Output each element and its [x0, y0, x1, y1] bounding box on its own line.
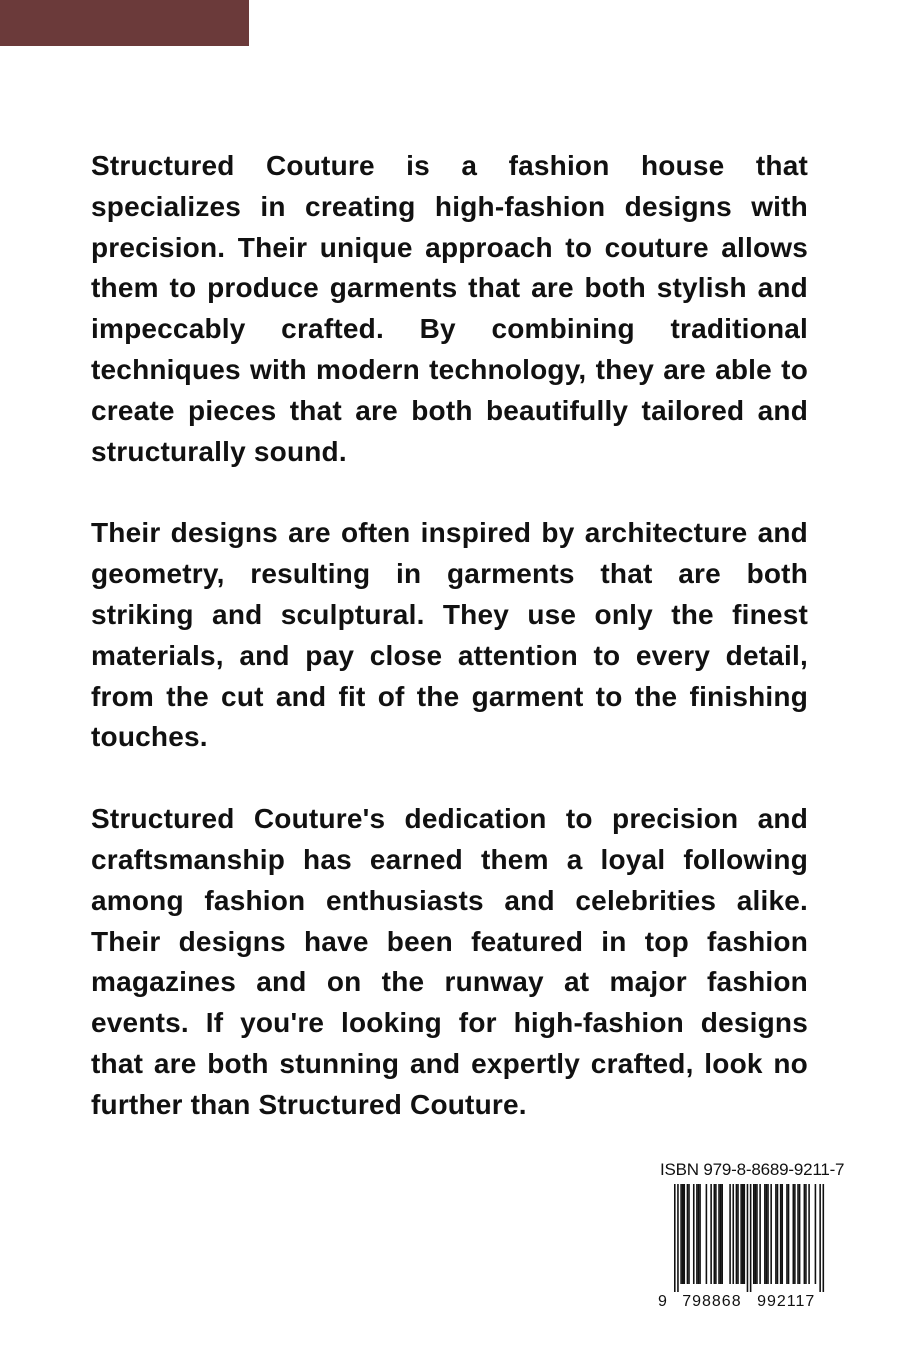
barcode-bar — [714, 1184, 716, 1284]
barcode-bar — [693, 1184, 695, 1284]
barcode-right-digits: 992117 — [757, 1293, 816, 1310]
barcode-bar — [759, 1184, 761, 1284]
isbn-barcode — [652, 1160, 845, 1310]
barcode-bar — [732, 1184, 734, 1284]
barcode-bar — [805, 1184, 807, 1284]
barcode-bar — [698, 1184, 700, 1284]
barcode-bar — [781, 1184, 783, 1284]
paragraph-3: Structured Couture's dedication to precision and craftsmanship has earned them a loyal following among fashion enthusiasts and celebrities alike. Their designs have been featured in top fashion magazines and on the runway at major fashion events. If you're looking for high-fashion designs that are both stunning and expertly crafted, look no further than Structured Couture. — [91, 803, 808, 1120]
barcode-bar — [736, 1184, 738, 1284]
accent-bar — [0, 0, 249, 46]
barcode-bar — [766, 1184, 768, 1284]
barcode-bar — [720, 1184, 722, 1284]
barcode-bar — [764, 1184, 766, 1284]
barcode-bars — [674, 1184, 824, 1292]
barcode-bar — [750, 1184, 752, 1292]
barcode-bar — [780, 1184, 782, 1284]
barcode-bar — [721, 1184, 723, 1284]
barcode-bar — [755, 1184, 757, 1284]
barcode-bar — [710, 1184, 712, 1284]
barcode-left-digits: 798868 — [682, 1293, 742, 1310]
barcode-bar — [767, 1184, 769, 1284]
barcode-bar — [740, 1184, 742, 1284]
barcode-bar — [775, 1184, 777, 1284]
barcode-bar — [793, 1184, 795, 1284]
paragraph-2: Their designs are often inspired by architecture and geometry, resulting in garments that are both striking and sculptural. They use only the finest materials, and pay close attention to every detail, from the cut and fit of the garment to the finishing touches. — [91, 517, 808, 753]
barcode-bar — [737, 1184, 739, 1284]
barcode-bar — [682, 1184, 684, 1284]
barcode-bar — [715, 1184, 717, 1284]
barcode-bar — [683, 1184, 685, 1284]
barcode-bar — [696, 1184, 698, 1284]
barcode-bar — [742, 1184, 744, 1284]
barcode-bar — [747, 1184, 749, 1292]
barcode-bar — [718, 1184, 720, 1284]
barcode-bar — [674, 1184, 676, 1292]
barcode-bar — [756, 1184, 758, 1284]
barcode-bar — [706, 1184, 708, 1284]
isbn-label: ISBN 979-8-8689-9211-7 — [660, 1160, 845, 1179]
barcode-bar — [744, 1184, 746, 1284]
barcode-bar — [699, 1184, 701, 1284]
barcode-bar — [823, 1184, 825, 1292]
barcode-bar — [788, 1184, 790, 1284]
barcode-first-digit: 9 — [658, 1293, 667, 1310]
paragraph-1: Structured Couture is a fashion house that specializes in creating high-fashion designs with precision. Their unique approach to couture allows them to produce garments that are both stylish and impeccably crafted. By combining traditional techniques with modern technology, they are able to create pieces that are both beautifully tailored and structurally sound. — [91, 150, 808, 467]
barcode-bar — [777, 1184, 779, 1284]
barcode-bar — [804, 1184, 806, 1284]
barcode-bar — [799, 1184, 801, 1284]
barcode-bar — [786, 1184, 788, 1284]
barcode-bar — [797, 1184, 799, 1284]
barcode-bar — [819, 1184, 821, 1292]
back-cover-text — [91, 146, 808, 1167]
barcode-bar — [680, 1184, 682, 1284]
barcode-bar — [808, 1184, 810, 1284]
barcode-bar — [770, 1184, 772, 1284]
barcode-graphic — [652, 1184, 840, 1310]
barcode-bar — [688, 1184, 690, 1284]
barcode-bar — [729, 1184, 731, 1284]
barcode-bar — [815, 1184, 817, 1284]
barcode-bar — [753, 1184, 755, 1284]
barcode-bar — [677, 1184, 679, 1292]
barcode-bar — [794, 1184, 796, 1284]
barcode-bar — [687, 1184, 689, 1284]
